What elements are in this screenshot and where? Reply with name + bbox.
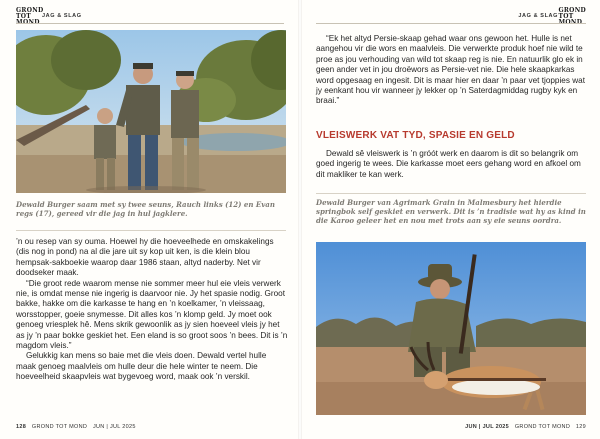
photo-caption: Dewald Burger saam met sy twee seuns, Rauch links (12) en Evan regs (17), gereed vir die jag in hul jagklere. bbox=[16, 200, 275, 218]
left-body bbox=[16, 237, 288, 383]
logo-mid: TOT bbox=[16, 13, 32, 20]
subheading: VLEISWERK VAT TYD, SPASIE EN GELD bbox=[316, 130, 515, 141]
left-page bbox=[0, 0, 298, 439]
logo-mid: TOT bbox=[558, 13, 574, 20]
logo-top: GROND bbox=[558, 7, 586, 14]
right-body-top bbox=[316, 34, 590, 107]
caption-rule bbox=[316, 193, 586, 194]
header-rule bbox=[16, 23, 284, 24]
paragraph: Dewald sê vleiswerk is ’n gróót werk en daarom is dit so belangrik om goed ingerig te wees. Die karkasse moet eers gehang word en afkoel om dit makliker te kan werk. bbox=[316, 149, 581, 179]
logo-top: GROND bbox=[16, 7, 44, 14]
paragraph: ’n ou resep van sy ouma. Hoewel hy die hoeveelhede en omskakelings (dis nog in pond) na al die jare uit sy kop uit ken, is die klein blou hempsak-sakboekie waarop daar 1986 staan, altyd naderby. Net vir doodseker maak. bbox=[16, 237, 274, 278]
right-page bbox=[302, 0, 600, 439]
footer-magazine: GROND TOT MOND bbox=[514, 424, 571, 430]
footer-issue: JUN | JUL 2025 bbox=[92, 424, 136, 430]
header-rule bbox=[316, 23, 586, 24]
section-label: JAG & SLAG bbox=[42, 13, 82, 19]
family-hunt-photo bbox=[16, 30, 286, 193]
footer-issue: JUN | JUL 2025 bbox=[465, 424, 510, 430]
paragraph: “Ek het altyd Persie-skaap gehad waar ons gewoon het. Hulle is net aangehou vir die wors en maalvleis. Die verwerkte produk hoef nie wild te proe as jou verhouding van wild tot skaap reg is nie. En natuurlik glo ek in geen ander vet in jou droëwors as Persie-vet nie. Die hele skaapkarkas word opgesaag en ingesit. Dit is maar hier en daar ’n paar vet tjoppies wat jy eenkant hou vir wanneer jy lekker op ’n Saterdagmiddag rugby kyk en braai.” bbox=[316, 34, 585, 106]
page-footer bbox=[16, 424, 136, 430]
section-label: JAG & SLAG bbox=[518, 13, 558, 19]
paragraph: Gelukkig kan mens so baie met die vleis doen. Dewald vertel hulle maak genoeg maalvleis om hulle deur die hele winter te neem. Die hoeveelheid skaapvleis wat bygevoeg word, maak ook ’n verskil. bbox=[16, 351, 267, 382]
page-number: 128 bbox=[16, 424, 27, 430]
page-number: 129 bbox=[575, 424, 586, 430]
caption-rule bbox=[16, 230, 286, 231]
footer-magazine: GROND TOT MOND bbox=[31, 424, 88, 430]
page-footer bbox=[465, 424, 586, 430]
right-body-after bbox=[316, 149, 590, 180]
paragraph: “Die groot rede waarom mense nie sommer meer hul eie vleis verwerk nie, is omdat mense nie ingerig is daarvoor nie. Jy het spasie nodig. Groot bakke, hakke om die karkasse te hang en ’n koelkamer, ’n vleissaag, worsstopper, goeie snymesse. Dit alles kos ’n klomp geld. Jy moet ook genoeg vriesplek hê. Mens skrik gewoonlik as jy sien hoeveel vleis jy het as jy ’n paar bokke geskiet het. Een eland is so groot soos ’n bees. Dit is ’n magdom vleis.” bbox=[16, 278, 288, 351]
springbok-photo bbox=[316, 242, 586, 415]
photo-caption: Dewald Burger van Agrimark Grain in Malmesbury het hierdie springbok self geskiet en verwerk. Dit is ’n tradisie wat hy as kind in die Karoo geleer het en nou met trots aan sy eie seuns oordra. bbox=[316, 198, 586, 225]
